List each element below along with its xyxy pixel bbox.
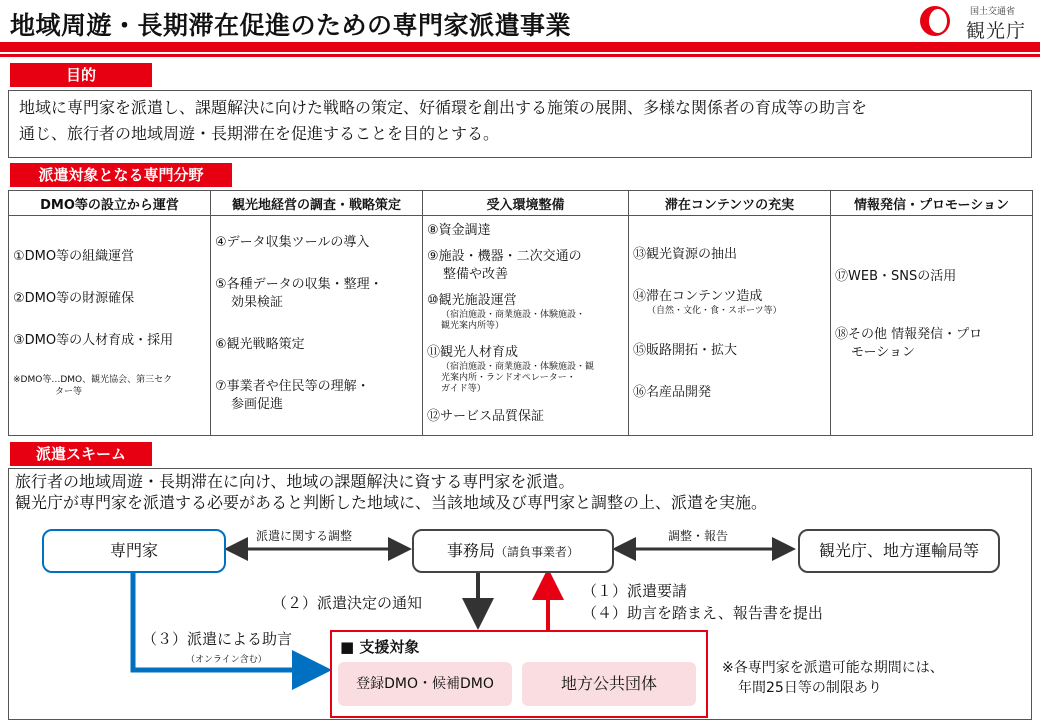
purpose-label: 目的 xyxy=(10,63,152,87)
field-item-sub: （宿泊施設・商業施設・体験施設・観 xyxy=(441,362,595,372)
advice-label: （３）派遣による助言 xyxy=(142,630,293,648)
field-item-line: ⑱その他 情報発信・プロ xyxy=(835,327,983,342)
agency-box: 観光庁、地方運輸局等 xyxy=(798,529,1000,573)
field-header-strategy: 観光地経営の調査・戦略策定 xyxy=(211,191,423,216)
purpose-text-line1: 地域に専門家を派遣し、課題解決に向けた戦略の策定、好循環を創出する施策の展開、多様な関係者の育成等の助言を xyxy=(19,98,868,117)
request-labels xyxy=(582,580,823,624)
fields-label: 派遣対象となる専門分野 xyxy=(10,163,232,187)
field-item: ④データ収集ツールの導入 xyxy=(215,235,370,250)
field-header-promotion: 情報発信・プロモーション xyxy=(831,191,1033,216)
notify-label: （２）派遣決定の通知 xyxy=(272,594,423,612)
field-header-environment: 受入環境整備 xyxy=(423,191,629,216)
office-name: 事務局 xyxy=(446,541,495,560)
field-note-line: ※DMO等…DMO、観光協会、第三セク xyxy=(13,375,173,385)
page-title: 地域周遊・長期滞在促進のための専門家派遣事業 xyxy=(10,11,572,40)
field-item: ②DMO等の財源確保 xyxy=(13,291,135,306)
advice-sub-label: （オンライン含む） xyxy=(186,655,267,665)
logo-ministry-text: 国土交通省 xyxy=(970,7,1016,17)
support-target-box xyxy=(330,630,708,718)
field-item-line: 参画促進 xyxy=(231,397,284,412)
field-item-sub: （自然・文化・食・スポーツ等） xyxy=(647,306,782,316)
field-item: ⑮販路開拓・拡大 xyxy=(633,343,738,358)
support-title: ■ 支援対象 xyxy=(340,638,420,656)
field-item-line: ⑩観光施設運営 xyxy=(427,293,517,308)
field-item-sub: （宿泊施設・商業施設・体験施設・ xyxy=(441,310,586,320)
field-header-dmo: DMO等の設立から運営 xyxy=(9,191,211,216)
expert-box: 専門家 xyxy=(42,529,226,573)
field-item-line: 効果検証 xyxy=(231,295,284,310)
field-item-line: ⑦事業者や住民等の理解・ xyxy=(215,379,370,394)
field-item: ⑯名産品開発 xyxy=(633,385,712,400)
target-local-gov: 地方公共団体 xyxy=(522,662,696,706)
report-label: 調整・報告 xyxy=(668,529,729,543)
field-item: ①DMO等の組織運営 xyxy=(13,249,135,264)
field-item: ⑧資金調達 xyxy=(427,223,491,238)
field-item-line: ⑭滞在コンテンツ造成 xyxy=(633,289,763,304)
target-dmo: 登録DMO・候補DMO xyxy=(338,662,512,706)
period-note-line: 年間25日等の制限あり xyxy=(738,680,882,696)
field-item-line: 整備や改善 xyxy=(443,267,509,282)
field-note-line: ター等 xyxy=(55,387,83,397)
field-header-contents: 滞在コンテンツの充実 xyxy=(629,191,831,216)
field-item: ⑬観光資源の抽出 xyxy=(633,247,738,262)
field-item: ⑰WEB・SNSの活用 xyxy=(835,269,957,284)
scheme-label: 派遣スキーム xyxy=(10,442,152,466)
coordination-label: 派遣に関する調整 xyxy=(256,529,353,543)
field-item-sub: 観光案内所等） xyxy=(441,321,505,331)
period-note-line: ※各専門家を派遣可能な期間には、 xyxy=(722,660,944,676)
field-item-line: モーション xyxy=(851,345,915,360)
scheme-text-line1: 旅行者の地域周遊・長期滞在に向け、地域の課題解決に資する専門家を派遣。 xyxy=(15,472,575,491)
logo-agency-text: 観光庁 xyxy=(966,20,1027,42)
field-item: ⑫サービス品質保証 xyxy=(427,409,545,424)
report-submit-label: （４）助言を踏まえ、報告書を提出 xyxy=(582,604,823,622)
scheme-text-line2: 観光庁が専門家を派遣する必要があると判断した地域に、当該地域及び専門家と調整の上、派遣を実施。 xyxy=(15,493,768,512)
period-note xyxy=(722,658,944,698)
field-item-line: ⑪観光人材育成 xyxy=(427,345,519,360)
office-box xyxy=(412,529,614,573)
request-label: （１）派遣要請 xyxy=(582,582,688,600)
field-item-sub: 光案内所・ランドオペレーター・ xyxy=(441,373,576,383)
field-item-line: ⑨施設・機器・二次交通の xyxy=(427,249,582,264)
field-item: ⑥観光戦略策定 xyxy=(215,337,305,352)
office-sub: （請負事業者） xyxy=(495,545,580,559)
field-item-line: ⑤各種データの収集・整理・ xyxy=(215,277,383,292)
purpose-text-line2: 通じ、旅行者の地域周遊・長期滞在を促進することを目的とする。 xyxy=(19,124,500,143)
field-item: ③DMO等の人材育成・採用 xyxy=(13,333,174,348)
field-item-sub: ガイド等） xyxy=(441,384,486,394)
